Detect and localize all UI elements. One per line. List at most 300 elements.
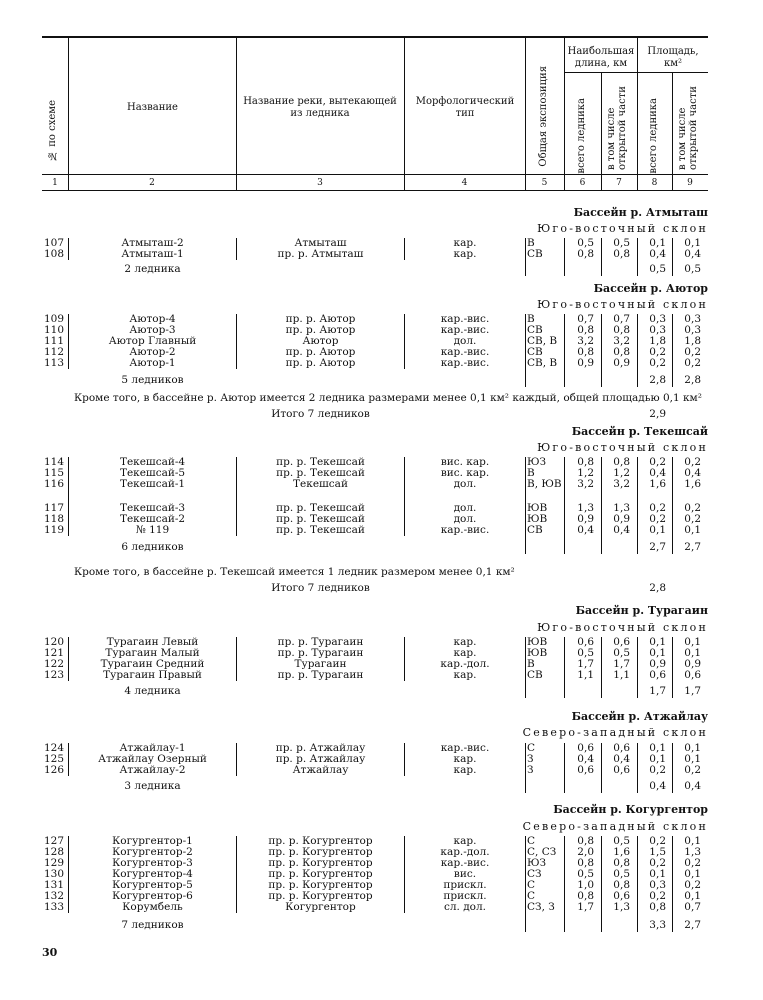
row-number: 123 xyxy=(43,669,64,681)
length-total: 1,3 xyxy=(577,502,594,514)
column-number: 1 xyxy=(52,178,58,188)
length-total: 1,0 xyxy=(577,879,594,891)
river-name: пр. р. Атжайлау xyxy=(275,742,366,754)
area-total: 0,2 xyxy=(649,346,666,358)
section-total-open-area: 0,4 xyxy=(684,780,701,792)
col-divider xyxy=(564,37,565,190)
length-open: 1,6 xyxy=(613,846,630,858)
area-open: 0,2 xyxy=(684,502,701,514)
row-number: 109 xyxy=(43,313,64,325)
glacier-name: Атжайлау-2 xyxy=(119,764,186,776)
length-open: 0,5 xyxy=(613,835,630,847)
area-open: 0,1 xyxy=(684,868,701,880)
row-divider-line xyxy=(236,238,237,260)
length-total: 3,2 xyxy=(577,335,594,347)
row-divider-line xyxy=(525,836,526,932)
glacier-name: Аютор-2 xyxy=(129,346,176,358)
length-total: 2,0 xyxy=(577,846,594,858)
row-divider-line xyxy=(236,314,237,369)
row-number: 124 xyxy=(43,742,64,754)
morph-type: кар. xyxy=(453,647,477,659)
section-total-area: 2,7 xyxy=(649,541,666,553)
row-number: 132 xyxy=(43,890,64,902)
glacier-name: Турагаин Средний xyxy=(100,658,205,670)
glacier-name: Аютор-3 xyxy=(129,324,176,336)
col-divider xyxy=(637,37,638,190)
row-divider-line xyxy=(236,743,237,776)
basin-title: Бассейн р. Атжайлау xyxy=(571,710,708,723)
area-open: 0,2 xyxy=(684,879,701,891)
row-number: 133 xyxy=(43,901,64,913)
row-number: 119 xyxy=(43,524,64,536)
length-open: 0,5 xyxy=(613,868,630,880)
length-open: 0,9 xyxy=(613,357,630,369)
length-total: 3,2 xyxy=(577,478,594,490)
row-number: 131 xyxy=(43,879,64,891)
row-divider-line xyxy=(637,457,638,554)
river-name: Когургентор xyxy=(285,901,356,913)
col-divider xyxy=(601,72,602,190)
row-number: 127 xyxy=(43,835,64,847)
section-itogo: Итого 7 ледников xyxy=(271,408,370,420)
morph-type: кар. xyxy=(453,669,477,681)
row-divider-line xyxy=(564,314,565,387)
length-open: 0,4 xyxy=(613,753,630,765)
glacier-name: Корумбель xyxy=(122,901,183,913)
header-col4: Морфологический тип xyxy=(415,96,515,119)
header-group-area: Площадь, км² xyxy=(647,46,699,69)
row-divider-line xyxy=(564,836,565,932)
length-open: 1,1 xyxy=(613,669,630,681)
river-name: пр. р. Текешсай xyxy=(276,456,365,468)
exposition: С xyxy=(527,835,536,847)
row-divider-line xyxy=(236,457,237,536)
glacier-name: Текешсай-5 xyxy=(119,467,186,479)
river-name: Аютор xyxy=(302,335,339,347)
morph-type: кар.-дол. xyxy=(440,658,490,670)
river-name: пр. р. Когургентор xyxy=(268,868,373,880)
length-total: 1,1 xyxy=(577,669,594,681)
river-name: Турагаин xyxy=(294,658,347,670)
row-divider-line xyxy=(564,743,565,793)
glacier-name: Аютор-4 xyxy=(129,313,176,325)
header-col2: Название xyxy=(127,102,178,113)
glacier-name: Когургентор-1 xyxy=(112,835,193,847)
river-name: пр. р. Аютор xyxy=(285,357,356,369)
row-number: 117 xyxy=(43,502,64,514)
length-open: 3,2 xyxy=(613,335,630,347)
area-open: 0,2 xyxy=(684,764,701,776)
river-name: пр. р. Турагаин xyxy=(277,647,364,659)
row-divider-line xyxy=(404,637,405,681)
section-itogo-value: 2,8 xyxy=(649,582,666,594)
length-total: 0,5 xyxy=(577,237,594,249)
area-open: 0,7 xyxy=(684,901,701,913)
row-number: 126 xyxy=(43,764,64,776)
section-total-label: 6 ледников xyxy=(121,541,184,553)
area-open: 0,1 xyxy=(684,524,701,536)
area-open: 0,1 xyxy=(684,753,701,765)
length-total: 0,9 xyxy=(577,513,594,525)
row-divider-line xyxy=(672,457,673,554)
numbers-bottom-rule xyxy=(42,190,708,191)
glacier-name: Текешсай-1 xyxy=(119,478,186,490)
glacier-name: Аютор-1 xyxy=(129,357,176,369)
river-name: пр. р. Когургентор xyxy=(268,857,373,869)
exposition: ЮВ xyxy=(527,513,548,525)
row-number: 113 xyxy=(43,357,64,369)
exposition: ЮВ xyxy=(527,502,548,514)
section-total-label: 2 ледника xyxy=(124,263,181,275)
row-divider-line xyxy=(68,238,69,260)
area-total: 0,1 xyxy=(649,237,666,249)
section-total-area: 0,4 xyxy=(649,780,666,792)
morph-type: кар. xyxy=(453,753,477,765)
area-total: 0,2 xyxy=(649,835,666,847)
section-note: Кроме того, в бассейне р. Текешсай имеется 1 ледник размером менее 0,1 км² xyxy=(74,566,515,578)
glacier-name: Атмыташ-1 xyxy=(121,248,184,260)
area-total: 0,3 xyxy=(649,313,666,325)
row-divider-line xyxy=(404,314,405,369)
exposition: СВ, В xyxy=(527,335,558,347)
header-col8: всего ледника xyxy=(648,98,659,174)
morph-type: вис. кар. xyxy=(440,456,490,468)
river-name: пр. р. Текешсай xyxy=(276,513,365,525)
river-name: пр. р. Когургентор xyxy=(268,890,373,902)
area-open: 0,9 xyxy=(684,658,701,670)
exposition: СВ, В xyxy=(527,357,558,369)
glacier-name: Атмыташ-2 xyxy=(121,237,184,249)
length-open: 0,6 xyxy=(613,742,630,754)
length-open: 0,8 xyxy=(613,324,630,336)
row-divider-line xyxy=(236,637,237,681)
area-open: 0,2 xyxy=(684,857,701,869)
river-name: пр. р. Турагаин xyxy=(277,669,364,681)
exposition: СВ xyxy=(527,248,543,260)
area-open: 0,1 xyxy=(684,742,701,754)
glacier-name: Когургентор-4 xyxy=(112,868,193,880)
section-note: Кроме того, в бассейне р. Аютор имеется 2 ледника размерами менее 0,1 км² каждый, общей площадью 0,1 км² xyxy=(74,392,702,404)
row-number: 130 xyxy=(43,868,64,880)
section-total-area: 3,3 xyxy=(649,919,666,931)
river-name: пр. р. Текешсай xyxy=(276,467,365,479)
basin-title: Бассейн р. Турагаин xyxy=(575,604,708,617)
area-total: 0,1 xyxy=(649,753,666,765)
area-open: 0,1 xyxy=(684,237,701,249)
length-total: 0,6 xyxy=(577,742,594,754)
length-open: 1,2 xyxy=(613,467,630,479)
exposition: СЗ xyxy=(527,868,542,880)
river-name: пр. р. Атжайлау xyxy=(275,753,366,765)
length-open: 0,6 xyxy=(613,890,630,902)
row-divider-line xyxy=(672,836,673,932)
row-divider-line xyxy=(236,836,237,913)
morph-type: дол. xyxy=(453,335,477,347)
glacier-name: Турагаин Левый xyxy=(106,636,199,648)
river-name: пр. р. Текешсай xyxy=(276,502,365,514)
col-divider xyxy=(672,72,673,190)
column-number: 2 xyxy=(149,178,155,188)
area-open: 0,3 xyxy=(684,313,701,325)
length-open: 0,8 xyxy=(613,857,630,869)
exposition: В xyxy=(527,467,535,479)
length-open: 0,4 xyxy=(613,524,630,536)
river-name: пр. р. Атмыташ xyxy=(277,248,364,260)
row-divider-line xyxy=(601,457,602,554)
morph-type: кар. xyxy=(453,248,477,260)
row-divider-line xyxy=(601,743,602,793)
row-divider-line xyxy=(601,238,602,276)
glacier-name: Турагаин Малый xyxy=(105,647,200,659)
length-total: 0,5 xyxy=(577,647,594,659)
exposition: С xyxy=(527,742,536,754)
row-number: 116 xyxy=(43,478,64,490)
area-open: 0,3 xyxy=(684,324,701,336)
area-total: 1,8 xyxy=(649,335,666,347)
river-name: Текешсай xyxy=(293,478,348,490)
exposition: ЮВ xyxy=(527,636,548,648)
glacier-name: Текешсай-3 xyxy=(119,502,186,514)
header-col1: № по схеме xyxy=(47,100,58,161)
exposition: С, СЗ xyxy=(527,846,557,858)
area-open: 0,2 xyxy=(684,357,701,369)
area-total: 0,1 xyxy=(649,868,666,880)
area-total: 1,6 xyxy=(649,478,666,490)
area-open: 0,1 xyxy=(684,890,701,902)
row-divider-line xyxy=(525,743,526,793)
column-number: 6 xyxy=(579,178,586,188)
row-number: 114 xyxy=(43,456,64,468)
area-total: 0,8 xyxy=(649,901,666,913)
exposition: СВ xyxy=(527,524,543,536)
area-total: 0,4 xyxy=(649,248,666,260)
area-total: 1,5 xyxy=(649,846,666,858)
slope-title: Юго-восточный склон xyxy=(537,621,708,634)
section-itogo-value: 2,9 xyxy=(649,408,666,420)
row-number: 110 xyxy=(43,324,64,336)
basin-title: Бассейн р. Аютор xyxy=(593,282,708,295)
morph-type: кар.-вис. xyxy=(440,742,490,754)
col-divider xyxy=(525,37,526,190)
area-open: 0,4 xyxy=(684,248,701,260)
morph-type: вис. кар. xyxy=(440,467,490,479)
row-number: 111 xyxy=(43,335,64,347)
length-open: 1,3 xyxy=(613,502,630,514)
exposition: ЮЗ xyxy=(527,456,547,468)
col-divider xyxy=(236,37,237,190)
length-total: 0,6 xyxy=(577,636,594,648)
row-divider-line xyxy=(601,314,602,387)
length-total: 0,4 xyxy=(577,753,594,765)
header-col9: в том числе открытой части xyxy=(677,86,699,170)
length-total: 0,8 xyxy=(577,857,594,869)
morph-type: дол. xyxy=(453,478,477,490)
length-open: 0,7 xyxy=(613,313,630,325)
header-col7: в том числе открытой части xyxy=(606,86,628,170)
row-number: 128 xyxy=(43,846,64,858)
row-number: 120 xyxy=(43,636,64,648)
area-open: 0,2 xyxy=(684,513,701,525)
morph-type: кар. xyxy=(453,764,477,776)
row-divider-line xyxy=(525,637,526,698)
header-col3: Название реки, вытекающей из ледника xyxy=(243,96,397,119)
row-divider-line xyxy=(404,836,405,913)
morph-type: кар.-дол. xyxy=(440,846,490,858)
slope-title: Северо-западный склон xyxy=(522,820,708,833)
exposition: З xyxy=(527,764,534,776)
header-group-length: Наибольшая длина, км xyxy=(567,46,635,69)
exposition: В xyxy=(527,237,535,249)
length-open: 0,9 xyxy=(613,513,630,525)
row-divider-line xyxy=(404,238,405,260)
river-name: пр. р. Когургентор xyxy=(268,835,373,847)
exposition: В xyxy=(527,313,535,325)
section-total-open-area: 1,7 xyxy=(684,685,701,697)
exposition: С xyxy=(527,890,536,902)
section-total-area: 0,5 xyxy=(649,263,666,275)
section-total-label: 4 ледника xyxy=(124,685,181,697)
length-total: 0,6 xyxy=(577,764,594,776)
glacier-name: Когургентор-2 xyxy=(112,846,193,858)
area-open: 0,1 xyxy=(684,636,701,648)
section-total-area: 1,7 xyxy=(649,685,666,697)
area-open: 1,8 xyxy=(684,335,701,347)
river-name: пр. р. Аютор xyxy=(285,346,356,358)
area-open: 0,6 xyxy=(684,669,701,681)
section-total-open-area: 0,5 xyxy=(684,263,701,275)
area-total: 0,3 xyxy=(649,879,666,891)
glacier-name: Когургентор-5 xyxy=(112,879,193,891)
row-divider-line xyxy=(601,637,602,698)
row-divider-line xyxy=(525,238,526,276)
morph-type: дол. xyxy=(453,513,477,525)
morph-type: кар.-вис. xyxy=(440,857,490,869)
length-total: 1,7 xyxy=(577,658,594,670)
length-total: 0,5 xyxy=(577,868,594,880)
morph-type: кар. xyxy=(453,835,477,847)
length-open: 0,8 xyxy=(613,879,630,891)
morph-type: кар. xyxy=(453,237,477,249)
length-open: 0,5 xyxy=(613,647,630,659)
row-divider-line xyxy=(68,836,69,913)
area-total: 0,1 xyxy=(649,636,666,648)
morph-type: кар.-вис. xyxy=(440,524,490,536)
glacier-name: Текешсай-2 xyxy=(119,513,186,525)
column-number: 4 xyxy=(461,178,468,188)
row-number: 108 xyxy=(43,248,64,260)
area-total: 0,2 xyxy=(649,456,666,468)
length-total: 0,8 xyxy=(577,456,594,468)
row-divider-line xyxy=(564,457,565,554)
glacier-name: № 119 xyxy=(135,524,170,536)
column-number: 8 xyxy=(651,178,658,188)
row-number: 125 xyxy=(43,753,64,765)
area-open: 1,6 xyxy=(684,478,701,490)
morph-type: кар.-вис. xyxy=(440,357,490,369)
exposition: С xyxy=(527,879,536,891)
length-total: 0,8 xyxy=(577,835,594,847)
column-number: 3 xyxy=(317,178,323,188)
glacier-name: Атжайлау Озерный xyxy=(98,753,207,765)
header-bottom-rule xyxy=(42,174,708,175)
basin-title: Бассейн р. Текешсай xyxy=(571,425,708,438)
length-total: 0,8 xyxy=(577,346,594,358)
area-total: 0,2 xyxy=(649,513,666,525)
section-total-area: 2,8 xyxy=(649,374,666,386)
exposition: З xyxy=(527,753,534,765)
slope-title: Юго-восточный склон xyxy=(537,298,708,311)
exposition: СВ xyxy=(527,324,543,336)
basin-title: Бассейн р. Атмыташ xyxy=(573,206,708,219)
area-open: 1,3 xyxy=(684,846,701,858)
morph-type: кар.-вис. xyxy=(440,346,490,358)
morph-type: кар.-вис. xyxy=(440,313,490,325)
glacier-name: Когургентор-6 xyxy=(112,890,193,902)
column-number: 5 xyxy=(541,178,548,188)
length-total: 1,7 xyxy=(577,901,594,913)
row-divider-line xyxy=(68,457,69,536)
section-total-label: 5 ледников xyxy=(121,374,184,386)
river-name: пр. р. Когургентор xyxy=(268,846,373,858)
river-name: пр. р. Аютор xyxy=(285,324,356,336)
area-open: 0,4 xyxy=(684,467,701,479)
group-rule xyxy=(564,72,708,73)
area-total: 0,1 xyxy=(649,647,666,659)
area-total: 0,4 xyxy=(649,467,666,479)
exposition: ЮЗ xyxy=(527,857,547,869)
row-divider-line xyxy=(68,637,69,681)
area-total: 0,2 xyxy=(649,764,666,776)
length-open: 0,6 xyxy=(613,636,630,648)
area-total: 0,2 xyxy=(649,890,666,902)
length-open: 1,3 xyxy=(613,901,630,913)
row-divider-line xyxy=(68,314,69,369)
area-total: 0,9 xyxy=(649,658,666,670)
row-divider-line xyxy=(404,457,405,536)
row-divider-line xyxy=(404,743,405,776)
length-total: 1,2 xyxy=(577,467,594,479)
col-divider xyxy=(404,37,405,190)
slope-title: Юго-восточный склон xyxy=(537,222,708,235)
row-divider-line xyxy=(525,457,526,554)
river-name: пр. р. Аютор xyxy=(285,313,356,325)
glacier-name: Атжайлау-1 xyxy=(119,742,186,754)
length-total: 0,7 xyxy=(577,313,594,325)
area-total: 0,1 xyxy=(649,524,666,536)
row-number: 121 xyxy=(43,647,64,659)
slope-title: Северо-западный склон xyxy=(522,726,708,739)
basin-title: Бассейн р. Когургентор xyxy=(553,803,708,816)
exposition: В xyxy=(527,658,535,670)
slope-title: Юго-восточный склон xyxy=(537,441,708,454)
section-total-open-area: 2,7 xyxy=(684,919,701,931)
area-open: 0,1 xyxy=(684,835,701,847)
exposition: СВ xyxy=(527,346,543,358)
glacier-name: Аютор Главный xyxy=(108,335,197,347)
row-number: 129 xyxy=(43,857,64,869)
area-open: 0,2 xyxy=(684,456,701,468)
morph-type: кар. xyxy=(453,636,477,648)
length-total: 0,8 xyxy=(577,248,594,260)
length-total: 0,8 xyxy=(577,324,594,336)
section-total-open-area: 2,8 xyxy=(684,374,701,386)
column-number: 7 xyxy=(616,178,622,188)
exposition: В, ЮВ xyxy=(527,478,562,490)
row-divider-line xyxy=(564,238,565,276)
row-divider-line xyxy=(525,314,526,387)
length-open: 0,8 xyxy=(613,248,630,260)
area-open: 0,2 xyxy=(684,346,701,358)
